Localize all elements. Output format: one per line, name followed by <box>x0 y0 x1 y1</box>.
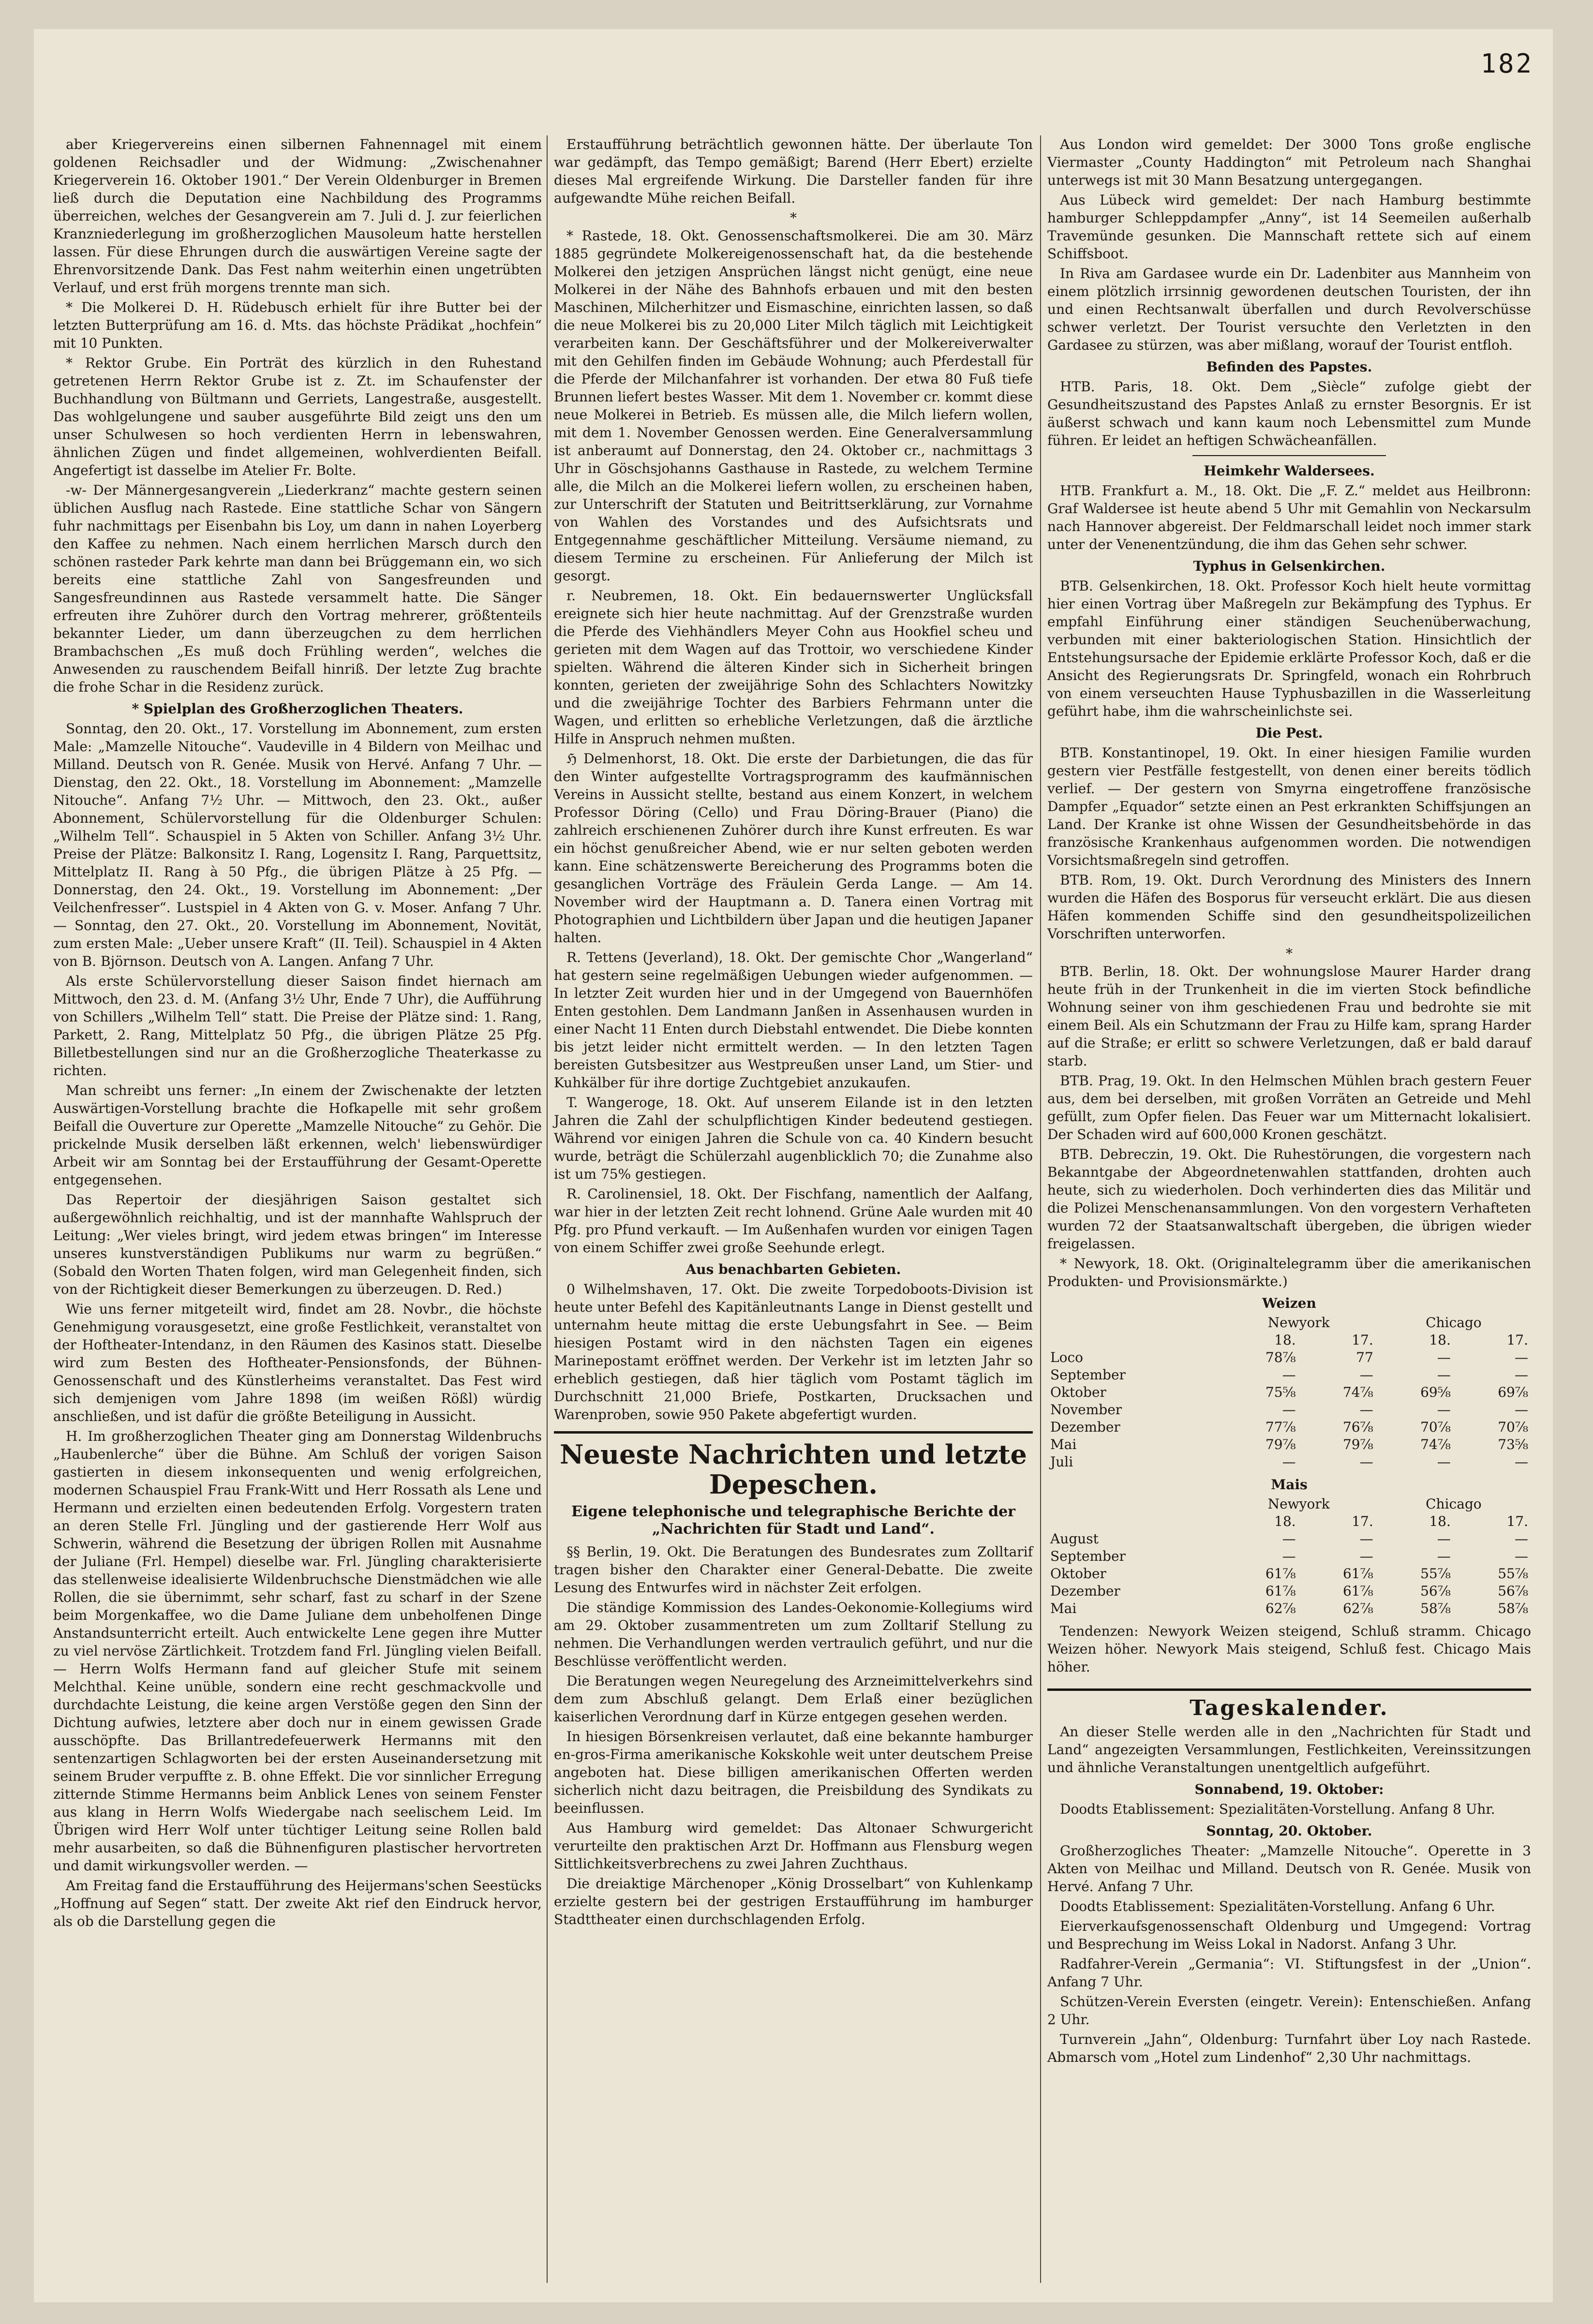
article-paragraph: Radfahrer-Verein „Germania“: VI. Stiftungsfest in der „Union“. Anfang 7 Uhr. <box>1047 1956 1531 1990</box>
article-paragraph: Doodts Etablissement: Spezialitäten-Vorstellung. Anfang 8 Uhr. <box>1060 1801 1495 1817</box>
market-month: August <box>1050 1531 1099 1547</box>
article-paragraph: Sonntag, den 20. Okt., 17. Vorstellung im Abonnement, zum ersten Male: „Mamzelle Nitouche“. Vaudeville in 4 Bildern von Meilhac und Milland. Deutsch von R. Genée. Musik von Hervé. Anfang 7 Uhr. — Dienstag, den 22. Okt., 18. Vorstellung im Abonnement: „Mamzelle Nitouche“. Anfang 7½ Uhr. — Mittwoch, den 23. Okt., außer Abonnement, Schülervorstellung für die Oldenburger Schulen: „Wilhelm Tell“. Schauspiel in 5 Akten von Schiller. Anfang 3½ Uhr. Preise der Plätze: Balkonsitz I. Rang, Logensitz I. Rang, Parquettsitz, Mittelplatz II. Rang à 50 Pfg., die übrigen Plätze à 25 Pfg. — Donnerstag, den 24. Okt., 19. Vorstellung im Abonnement: „Der Veilchenfresser“. Lustspiel in 4 Akten von G. v. Moser. Anfang 7 Uhr. — Sonntag, den 27. Okt., 20. Vorstellung im Abonnement, Novität, zum ersten Male: „Ueber unsere Kraft“ (II. Teil). Schauspiel in 4 Akten von B. Björnson. Deutsch von A. Langen. Anfang 7 Uhr. <box>53 721 542 969</box>
article-paragraph: Eierverkaufsgenossenschaft Oldenburg und Umgegend: Vortrag und Besprechung im Weiss Lokal in Nadorst. Anfang 3 Uhr. <box>1047 1918 1531 1952</box>
table-row <box>1047 1366 1531 1384</box>
market-month: Mai <box>1050 1600 1077 1616</box>
market-price: — <box>1515 1367 1528 1383</box>
section-heading: Die Pest. <box>1255 725 1323 741</box>
market-date: 17. <box>1352 1513 1373 1529</box>
article-paragraph: ℌ Delmenhorst, 18. Okt. Die erste der Darbietungen, die das für den Winter aufgestellte Vortragsprogramm des kaufmännischen Vereins in Aussicht stellte, bestand aus einem Konzert, in welchem Professor Döring (Cello) und Frau Döring-Brauer (Piano) die zahlreich erschienenen Zuhörer durch ihre Kunst erfreuten. Es war ein höchst genußreicher Abend, wie er nur selten geboten werden kann. Eine schätzenswerte Bereicherung des Programms boten die gesanglichen Vorträge des Fräulein Gerda Lange. — Am 14. November wird der Hauptmann a. D. Tanera einen Vortrag mit Photographien und Lichtbildern über Japan und die heutigen Japaner halten. <box>554 751 1033 946</box>
market-price: 79⅞ <box>1265 1436 1296 1452</box>
market-month: September <box>1050 1548 1126 1564</box>
column-1 <box>53 135 542 1932</box>
market-price: 77 <box>1356 1349 1373 1365</box>
market-price: 79⅞ <box>1342 1436 1373 1452</box>
article-paragraph: Die ständige Kommission des Landes-Oekonomie-Kollegiums wird am 29. Oktober zusammentreten um zum Zolltarif Stellung zu nehmen. Die Verhandlungen werden vertraulich geführt, und nur die Beschlüsse veröffentlicht werden. <box>554 1599 1033 1669</box>
separator-mark: * <box>790 210 797 226</box>
market-price: — <box>1282 1531 1296 1547</box>
article-paragraph: In Riva am Gardasee wurde ein Dr. Ladenbiter aus Mannheim von einem plötzlich irrsinnig gewordenen deutschen Touristen, der ihn und einen Rechtsanwalt überfallen und durch Revolverschüsse schwer verletzt. Der Tourist versuchte den Verletzten in den Gardasee zu stürzen, was aber mißlang, worauf der Tourist entfloh. <box>1047 266 1531 353</box>
market-price: 61⅞ <box>1265 1583 1296 1599</box>
market-date: 18. <box>1429 1332 1451 1348</box>
article-paragraph: An dieser Stelle werden alle in den „Nachrichten für Stadt und Land“ angezeigten Versammlungen, Festlichkeiten, Vereinssitzungen und ähnliche Veranstaltungen unentgeltlich aufgeführt. <box>1047 1724 1531 1776</box>
market-price: — <box>1359 1367 1373 1383</box>
market-date: 18. <box>1274 1332 1296 1348</box>
market-price: — <box>1437 1402 1451 1418</box>
article-paragraph: Am Freitag fand die Erstaufführung des Heijermans'schen Seestücks „Hoffnung auf Segen“ statt. Der zweite Akt rief den Eindruck hervor, als ob die Darstellung gegen die <box>53 1878 542 1929</box>
market-price: 62⅞ <box>1342 1600 1373 1616</box>
newspaper-page <box>34 29 1553 2302</box>
market-date: 18. <box>1429 1513 1451 1529</box>
market-price: 77⅞ <box>1265 1419 1296 1435</box>
market-price: — <box>1359 1402 1373 1418</box>
article-paragraph: HTB. Frankfurt a. M., 18. Okt. Die „F. Z.“ meldet aus Heilbronn: Graf Waldersee ist heute abend 5 Uhr mit Gemahlin von Neckarsulm nach Hannover abgereist. Der Feldmarschall leidet noch immer stark unter der Venenentzündung, die ihm das Gehen sehr schwer. <box>1047 483 1531 552</box>
market-price: 55⅞ <box>1498 1566 1528 1582</box>
table-row <box>1047 1565 1531 1583</box>
market-price: 55⅞ <box>1420 1566 1451 1582</box>
market-price: 74⅞ <box>1420 1436 1451 1452</box>
market-price: — <box>1437 1531 1451 1547</box>
market-price: — <box>1437 1454 1451 1470</box>
market-price: 69⅞ <box>1498 1384 1528 1400</box>
section-heading: Sonntag, 20. Oktober. <box>1206 1823 1372 1839</box>
article-paragraph: BTB. Konstantinopel, 19. Okt. In einer hiesigen Familie wurden gestern vier Pestfälle festgestellt, von denen einer bereits tödlich verlief. — Der gestern von Smyrna eingetroffene französische Dampfer „Equador“ setzte einen an Pest erkrankten Schiffsjungen an Land. Der Kranke ist ohne Wissen der Gesundheitsbehörde in das französische Krankenhaus aufgenommen worden. Die notwendigen Vorsichtsmaßregeln sind getroffen. <box>1047 745 1531 868</box>
article-paragraph: Aus Lübeck wird gemeldet: Der nach Hamburg bestimmte hamburger Schleppdampfer „Anny“, ist 14 Seemeilen außerhalb Travemünde gesunken. Die Mannschaft rettete sich auf einem Schiffsboot. <box>1047 192 1531 262</box>
market-price: — <box>1515 1402 1528 1418</box>
market-price: — <box>1437 1367 1451 1383</box>
market-price: — <box>1282 1367 1296 1383</box>
market-price: 62⅞ <box>1265 1600 1296 1616</box>
weizen-market-table <box>1047 1294 1531 1471</box>
market-price: — <box>1515 1531 1528 1547</box>
market-month: Dezember <box>1050 1583 1120 1599</box>
market-date: 18. <box>1274 1513 1296 1529</box>
article-paragraph: aber Kriegervereins einen silbernen Fahnennagel mit einem goldenen Reichsadler und der Widmung: „Zwischenahner Kriegerverein 16. Oktober 1901.“ Der Verein Oldenburger in Bremen ließ durch die Deputation eine Nachbildung des Programms überreichen, welches der Gesangverein am 7. Juli d. J. zur feierlichen Kranzniederlegung im großherzoglichen Mausoleum hatte herstellen lassen. Für diese Ehrungen durch die auswärtigen Vereine sagte der Ehrenvorsitzende Dank. Das Fest nahm weiterhin einen ungetrübten Verlauf, und erst früh morgens trennte man sich. <box>53 136 542 296</box>
market-price: 56⅞ <box>1498 1583 1528 1599</box>
market-price: 61⅞ <box>1342 1583 1373 1599</box>
column-rule <box>547 135 548 2283</box>
market-price: — <box>1515 1349 1528 1365</box>
market-city: Newyork <box>1267 1315 1330 1331</box>
market-price: — <box>1282 1548 1296 1564</box>
market-price: 70⅞ <box>1498 1419 1528 1435</box>
market-price: — <box>1359 1531 1373 1547</box>
article-paragraph: r. Neubremen, 18. Okt. Ein bedauernswerter Unglücksfall ereignete sich hier heute nachmittag. Auf der Grenzstraße wurden die Pferde des Viehhändlers Meyer Cohn aus Hookfiel scheu und gerieten mit dem Wagen auf das Trottoir, wo verschiedene Kinder spielten. Während die älteren Kinder sich in Sicherheit bringen konnten, gerieten der zweijährige Sohn des Schlachters Nowitzky und die zweijährige Tochter des Barbiers Fehrmann unter die Wagen, und erlitten so erhebliche Verletzungen, daß die ärztliche Hilfe in Anspruch nehmen mußten. <box>554 588 1033 747</box>
table-row <box>1047 1401 1531 1419</box>
article-paragraph: * Die Molkerei D. H. Rüdebusch erhielt für ihre Butter bei der letzten Butterprüfung am 16. d. Mts. das höchste Prädikat „hochfein“ mit 10 Punkten. <box>53 299 542 351</box>
article-paragraph: -w- Der Männergesangverein „Liederkranz“ machte gestern seinen üblichen Ausflug nach Rastede. Eine stattliche Schar von Sängern fuhr nachmittags per Eisenbahn bis Loy, um dann in nahen Loyerberg den Kaffee zu nehmen. Nach einem herrlichen Marsch durch den schönen rasteder Park kehrte man dann bei Brüggemann ein, wo sich bereits eine stattliche Zahl von Sangesfreunden und Sangesfreundinnen aus Rastede versammelt hatte. Die Sänger erfreuten ihre Zuhörer durch den Vortrag mehrerer, größtenteils bekannter Lieder, um dann überzeugchen zu dem herrlichen Brambachschen „Es muß doch Frühling werden“, welches die Anwesenden zu rauschendem Beifall hinriß. Der letzte Zug brachte die frohe Schar in die Residenz zurück. <box>53 482 542 695</box>
article-paragraph: R. Carolinensiel, 18. Okt. Der Fischfang, namentlich der Aalfang, war hier in der letzten Zeit recht lohnend. Grüne Aale wurden mit 40 Pfg. pro Pfund verkauft. — Im Außenhafen wurden vor einigen Tagen von einem Schiffer zwei große Seehunde erlegt. <box>554 1186 1033 1256</box>
market-date: 17. <box>1506 1513 1528 1529</box>
table-row <box>1047 1548 1531 1565</box>
masthead-heading: Neueste Nachrichten und letzte Depeschen. <box>554 1431 1033 1499</box>
table-row <box>1047 1583 1531 1600</box>
article-paragraph: H. Im großherzoglichen Theater ging am Donnerstag Wildenbruchs „Haubenlerche“ über die Bühne. Am Schluß der vorigen Saison gastierten in diesem inkonsequenten und wenig erfolgreichen, modernen Schauspiel Frau Frank-Witt und Herr Rossath als Lene und Hermann und erzielten einen bedeutenden Erfolg. Vorgestern traten an deren Stelle Frl. Jüngling und der gastierende Herr Wolf aus Schwerin, während die Besetzung der übrigen Rollen mit Ausnahme der Juliane (Frl. Hempel) dieselbe war. Frl. Jüngling charakterisierte das stellenweise idealisierte Wildenbruchsche Dienstmädchen wie alle Rollen, die sie übernimmt, sehr scharf, fast zu scharf in der Szene beim Morgenkaffee, wo die Dame Juliane dem unbeholfenen Dinge Anstandsunterricht erteilt. Auch entwickelte Lene gegen ihre Mutter zu viel nervöse Zärtlichkeit. Trotzdem fand Frl. Jüngling vielen Beifall. — Herrn Wolfs Hermann fand auf gleicher Stufe mit seinem Melchthal. Keine unüble, sondern eine recht geschmackvolle und durchdachte Leistung, die keine argen Verstöße gegen den Sinn der Dichtung aufwies, letztere aber doch nur in einem gewissen Grade ausschöpfte. Das Brillantredefeuerwerk Hermanns mit den sentenzartigen Schlagworten bei der ersten Auseinandersetzung mit seinem Bruder verpuffte z. B. ohne Effekt. Die vor sinnlicher Erregung zitternde Stimme Hermanns beim Anblick Lenes von seinem Fenster aus klang in Herrn Wolfs Wiedergabe nach seelischem Leid. Im Übrigen wird Herr Wolf unter tüchtiger Leitung seine Rollen bald mehr ausarbeiten, so daß die Bühnenfiguren plastischer hervortreten und damit wirkungsvoller werden. — <box>53 1428 542 1874</box>
market-month: September <box>1050 1367 1126 1383</box>
column-3 <box>1047 135 1531 2068</box>
section-heading: Aus benachbarten Gebieten. <box>685 1261 901 1277</box>
article-paragraph: * Rastede, 18. Okt. Genossenschaftsmolkerei. Die am 30. März 1885 gegründete Molkereigenossenschaft hat, da die bestehende Molkerei den jetzigen Ansprüchen längst nicht genügt, eine neue Molkerei in der Nähe des Bahnhofs erbauen und mit den besten Maschinen, Milcherhitzer und Eismaschine, einrichten lassen, so daß die neue Molkerei bis zu 20,000 Liter Milch täglich mit Leichtigkeit verarbeiten kann. Der Geschäftsführer und der Molkereiverwalter mit den Gehilfen finden im Gebäude Wohnung; auch Pferdestall für die Pferde der Milchanfahrer ist vorhanden. Der etwa 80 Fuß tiefe Brunnen liefert bestes Wasser. Mit dem 1. November cr. kommt diese neue Molkerei in Betrieb. Es müssen alle, die Milch liefern wollen, mit dem 1. November Genossen werden. Eine Generalversammlung ist anberaumt auf Donnerstag, den 24. Oktober cr., nachmittags 3 Uhr in Göschsjohanns Gasthause in Rastede, zu welchem Termine alle, die Milch an die Molkerei liefern wollen, zu erscheinen haben, zur Unterschrift der Statuten und Beitrittserklärung, zur Vornahme von Wahlen des Vorstandes und des Aufsichtsrats und Entgegennahme geschäftlicher Mitteilung. Versäume niemand, zu diesem Termine zu erscheinen. Für Anlieferung der Milch ist gesorgt. <box>554 228 1033 584</box>
column-rule <box>1040 135 1041 2283</box>
article-paragraph: In hiesigen Börsenkreisen verlautet, daß eine bekannte hamburger en-gros-Firma amerikanische Kokskohle weit unter deutschem Preise angeboten hat. Diese billigen amerikanischen Offerten werden sicherlich nicht dazu beitragen, die Preisbildung des Syndikats zu beeinflussen. <box>554 1729 1033 1816</box>
table-row <box>1047 1419 1531 1436</box>
article-paragraph: Schützen-Verein Eversten (eingetr. Verein): Entenschießen. Anfang 2 Uhr. <box>1047 1994 1531 2028</box>
market-price: 69⅝ <box>1420 1384 1451 1400</box>
table-row <box>1047 1436 1531 1453</box>
article-paragraph: Erstaufführung beträchtlich gewonnen hätte. Der überlaute Ton war gedämpft, das Tempo gemäßigt; Barend (Herr Ebert) erzielte dieses Mal ergreifende Wirkung. Die Darsteller fanden für ihre aufgewandte Mühe reichen Beifall. <box>554 136 1033 206</box>
article-paragraph: Tendenzen: Newyork Weizen steigend, Schluß stramm. Chicago Weizen höher. Newyork Mais steigend, Schluß fest. Chicago Mais höher. <box>1047 1623 1531 1675</box>
article-paragraph: BTB. Berlin, 18. Okt. Der wohnungslose Maurer Harder drang heute früh in der Trunkenheit in die im vierten Stock befindliche Wohnung seiner von ihm geschiedenen Frau und bedrohte sie mit einem Beil. Als ein Schutzmann der Frau zu Hilfe kam, sprang Harder auf die Straße; er erlitt so schwere Verletzungen, daß er bald darauf starb. <box>1047 963 1531 1069</box>
market-table-title: Mais <box>1271 1477 1308 1493</box>
market-price: 56⅞ <box>1420 1583 1451 1599</box>
market-price: 70⅞ <box>1420 1419 1451 1435</box>
article-paragraph: BTB. Gelsenkirchen, 18. Okt. Professor Koch hielt heute vormittag hier einen Vortrag über Maßregeln zur Bekämpfung des Typhus. Er empfahl Einführung einer ständigen Seuchenüberwachung, verbunden mit einer bakteriologischen Station. Hinsichtlich der Entstehungsursache der Epidemie erklärte Professor Koch, daß er die Ansicht des Regierungsrats Dr. Springfeld, wonach ein Rohrbruch von einem verseuchten Hause Typhusbazillen in die Wasserleitung geführt habe, ihm die wahrscheinlichste sei. <box>1047 578 1531 719</box>
market-price: — <box>1437 1548 1451 1564</box>
article-paragraph: Wie uns ferner mitgeteilt wird, findet am 28. Novbr., die höchste Genehmigung vorausgesetzt, eine große Festlichkeit, veranstaltet von der Hoftheater-Intendanz, in den Räumen des Kasinos statt. Dieselbe wird zum Besten des Hoftheater-Pensionsfonds, der Bühnen-Genossenschaft und des Künstlerheims veranstaltet. Das Fest wird sich demjenigen vom Jahre 1898 (im weißen Rößl) würdig anschließen, und ist dafür die größte Beteiligung in Aussicht. <box>53 1301 542 1424</box>
market-price: 58⅞ <box>1498 1600 1528 1616</box>
table-row <box>1047 1453 1531 1471</box>
market-date: 17. <box>1352 1332 1373 1348</box>
market-price: 75⅝ <box>1265 1384 1296 1400</box>
article-paragraph: Turnverein „Jahn“, Oldenburg: Turnfahrt über Loy nach Rastede. Abmarsch vom „Hotel zum Lindenhof“ 2,30 Uhr nachmittags. <box>1047 2031 1531 2065</box>
section-heading: * Spielplan des Großherzoglichen Theaters. <box>132 701 463 717</box>
article-paragraph: Das Repertoir der diesjährigen Saison gestaltet sich außergewöhnlich reichhaltig, und ist der mannhafte Wahlspruch der Leitung: „Wer vieles bringt, wird jedem etwas bringen“ im Interesse unseres kunstverständigen Publikums nur warm zu begrüßen.“ (Sobald den Worten Thaten folgen, wird man Gelegenheit finden, sich von der Richtigkeit dieser Bemerkungen zu überzeugen. D. Red.) <box>53 1192 542 1297</box>
market-price: 58⅞ <box>1420 1600 1451 1616</box>
market-price: — <box>1359 1548 1373 1564</box>
market-month: Loco <box>1050 1349 1083 1365</box>
calendar-heading: Tageskalender. <box>1047 1688 1531 1721</box>
article-paragraph: Als erste Schülervorstellung dieser Saison findet hiernach am Mittwoch, den 23. d. M. (Anfang 3½ Uhr, Ende 7 Uhr), die Aufführung von Schillers „Wilhelm Tell“ statt. Die Preise der Plätze sind: 1. Rang, Parkett, 2. Rang, Mittelplatz 50 Pfg., die übrigen Plätze 25 Pfg. Billetbestellungen sind nur an die Großherzogliche Theaterkasse zu richten. <box>53 973 542 1079</box>
section-heading: Sonnabend, 19. Oktober: <box>1194 1781 1384 1797</box>
section-divider <box>1192 455 1386 456</box>
table-row <box>1047 1349 1531 1366</box>
article-paragraph: §§ Berlin, 19. Okt. Die Beratungen des Bundesrates zum Zolltarif tragen bisher den Charakter einer General-Debatte. Die zweite Lesung des Entwurfes wird in nächster Zeit erfolgen. <box>554 1544 1033 1596</box>
article-paragraph: BTB. Prag, 19. Okt. In den Helmschen Mühlen brach gestern Feuer aus, dem bei derselben, mit großen Vorräten an Getreide und Mehl gefüllt, zum Opfer fielen. Das Feuer war um Mitternacht lokalisiert. Der Schaden wird auf 600,000 Kronen geschätzt. <box>1047 1073 1531 1142</box>
article-paragraph: 0 Wilhelmshaven, 17. Okt. Die zweite Torpedoboots-Division ist heute unter Befehl des Kapitänleutnants Lange in Dienst gestellt und unternahm heute mittag die erste Uebungsfahrt in See. — Beim hiesigen Postamt wird in den nächsten Tagen ein eigenes Marinepostamt eröffnet werden. Der Verkehr ist im letzten Jahr so erheblich gestiegen, daß hier täglich vom Postamt täglich im Durchschnitt 21,000 Briefe, Postkarten, Drucksachen und Warenproben, sowie 950 Pakete abgefertigt wurden. <box>554 1281 1033 1422</box>
article-paragraph: HTB. Paris, 18. Okt. Dem „Siècle“ zufolge giebt der Gesundheitszustand des Papstes Anlaß zu ernster Besorgnis. Er ist äußerst schwach und kann kaum noch Lebensmittel zum Munde führen. Er leidet an heftigen Schwächeanfällen. <box>1047 379 1531 448</box>
article-paragraph: Aus Hamburg wird gemeldet: Das Altonaer Schwurgericht verurteilte den praktischen Arzt Dr. Hoffmann aus Flensburg wegen Sittlichkeitsverbrechens zu zwei Jahren Zuchthaus. <box>554 1820 1033 1872</box>
article-paragraph: Man schreibt uns ferner: „In einem der Zwischenakte der letzten Auswärtigen-Vorstellung brachte die Hofkapelle mit sehr großem Beifall die Ouverture zur Operette „Mamzelle Nitouche“ zu Gehör. Die prickelnde Musik derselben läßt erkennen, welch' liebenswürdiger Arbeit wir am Sonntag bei der Erstaufführung der Gesamt-Operette entgegensehen. <box>53 1082 542 1188</box>
article-paragraph: BTB. Debreczin, 19. Okt. Die Ruhestörungen, die vorgestern nach Bekanntgabe der Abgeordnetenwahlen stattfanden, drohten auch heute, sich zu wiederholen. Doch verhinderten dies das Militär und die Polizei Menschenansammlungen. Von den vorgestern Verhafteten wurden 72 der Staatsanwaltschaft übergeben, die übrigen wieder freigelassen. <box>1047 1146 1531 1252</box>
market-month: Oktober <box>1050 1566 1106 1582</box>
article-paragraph: T. Wangeroge, 18. Okt. Auf unserem Eilande ist in den letzten Jahren die Zahl der schulpflichtigen Kinder bedeutend gestiegen. Während vor einigen Jahren die Schule von ca. 40 Kindern besucht wurde, beträgt die Schülerzahl augenblicklich 70; die Zunahme also ist um 75% gestiegen. <box>554 1095 1033 1182</box>
market-city: Chicago <box>1426 1496 1482 1512</box>
page-number: 182 <box>1480 48 1533 79</box>
market-price: 76⅞ <box>1342 1419 1373 1435</box>
market-price: 74⅞ <box>1342 1384 1373 1400</box>
market-month: Mai <box>1050 1436 1077 1452</box>
table-row <box>1047 1600 1531 1617</box>
market-date: 17. <box>1506 1332 1528 1348</box>
article-paragraph: Aus London wird gemeldet: Der 3000 Tons große englische Viermaster „County Haddington“ mit Petroleum nach Shanghai unterwegs ist mit 30 Mann Besatzung untergegangen. <box>1047 136 1531 188</box>
article-paragraph: * Newyork, 18. Okt. (Originaltelegramm über die amerikanischen Produkten- und Provisionsmärkte.) <box>1047 1256 1531 1289</box>
article-paragraph: * Rektor Grube. Ein Porträt des kürzlich in den Ruhestand getretenen Herrn Rektor Grube ist z. Zt. im Schaufenster der Buchhandlung von Bültmann und Gerriets, Langestraße, ausgestellt. Das wohlgelungene und sauber ausgeführte Bild zeigt uns den um unser Schulwesen so hoch verdienten Herrn in lebenswahren, ähnlichen Zügen und findet allgemeinen, wohlverdienten Beifall. Angefertigt ist dasselbe im Atelier Fr. Bolte. <box>53 355 542 478</box>
market-price: — <box>1282 1454 1296 1470</box>
market-price: 61⅞ <box>1342 1566 1373 1582</box>
section-heading: Befinden des Papstes. <box>1206 359 1372 375</box>
market-city: Chicago <box>1426 1315 1482 1331</box>
market-month: Juli <box>1050 1454 1073 1470</box>
market-city: Newyork <box>1267 1496 1330 1512</box>
market-price: — <box>1515 1548 1528 1564</box>
article-paragraph: Die Beratungen wegen Neuregelung des Arzneimittelverkehrs sind dem zum Abschluß gelangt. Dem Erlaß einer bezüglichen kaiserlichen Verordnung darf in Kürze entgegen gesehen werden. <box>554 1673 1033 1725</box>
market-table-title: Weizen <box>1262 1295 1316 1311</box>
masthead-subheading: Eigene telephonische und telegraphische Berichte der „Nachrichten für Stadt und Land“. <box>571 1503 1015 1538</box>
section-heading: Typhus in Gelsenkirchen. <box>1193 558 1385 574</box>
section-heading: Heimkehr Waldersees. <box>1204 463 1375 479</box>
article-paragraph: BTB. Rom, 19. Okt. Durch Verordnung des Ministers des Innern wurden die Häfen des Bosporus für verseucht erklärt. Die aus diesen Häfen kommenden Schiffe sind den gesundheitspolizeilichen Vorschriften unterworfen. <box>1047 872 1531 942</box>
article-paragraph: Großherzogliches Theater: „Mamzelle Nitouche“. Operette in 3 Akten von Meilhac und Milland. Deutsch von R. Genée. Musik von Hervé. Anfang 7 Uhr. <box>1047 1843 1531 1895</box>
market-price: 78⅞ <box>1265 1349 1296 1365</box>
market-month: Dezember <box>1050 1419 1120 1435</box>
article-paragraph: Doodts Etablissement: Spezialitäten-Vorstellung. Anfang 6 Uhr. <box>1060 1898 1495 1914</box>
market-price: — <box>1359 1454 1373 1470</box>
market-month: November <box>1050 1402 1122 1418</box>
article-paragraph: R. Tettens (Jeverland), 18. Okt. Der gemischte Chor „Wangerland“ hat gestern seine regelmäßigen Uebungen wieder aufgenommen. — In letzter Zeit wurden hier und in der Umgegend von Bauernhöfen Enten gestohlen. Dem Landmann Janßen in Assenhausen wurden in einer Nacht 11 Enten durch Diebstahl entwendet. Die Diebe konnten bis jetzt leider nicht ermittelt werden. — In den letzten Tagen bereisten Gutsbesitzer aus Westpreußen unser Land, um Stier- und Kuhkälber für ihre dortige Zuchtgebiet anzukaufen. <box>554 949 1033 1091</box>
market-price: — <box>1437 1349 1451 1365</box>
market-price: 61⅞ <box>1265 1566 1296 1582</box>
mais-market-table <box>1047 1476 1531 1617</box>
market-price: — <box>1515 1454 1528 1470</box>
separator-mark: * <box>1286 946 1293 962</box>
table-row <box>1047 1530 1531 1548</box>
table-row <box>1047 1384 1531 1401</box>
article-paragraph: Die dreiaktige Märchenoper „König Drosselbart“ von Kuhlenkamp erzielte gestern bei der gestrigen Erstaufführung im hamburger Stadttheater einen durchschlagenden Erfolg. <box>554 1876 1033 1927</box>
market-price: — <box>1282 1402 1296 1418</box>
column-2 <box>554 135 1033 1930</box>
market-month: Oktober <box>1050 1384 1106 1400</box>
market-price: 73⅝ <box>1498 1436 1528 1452</box>
